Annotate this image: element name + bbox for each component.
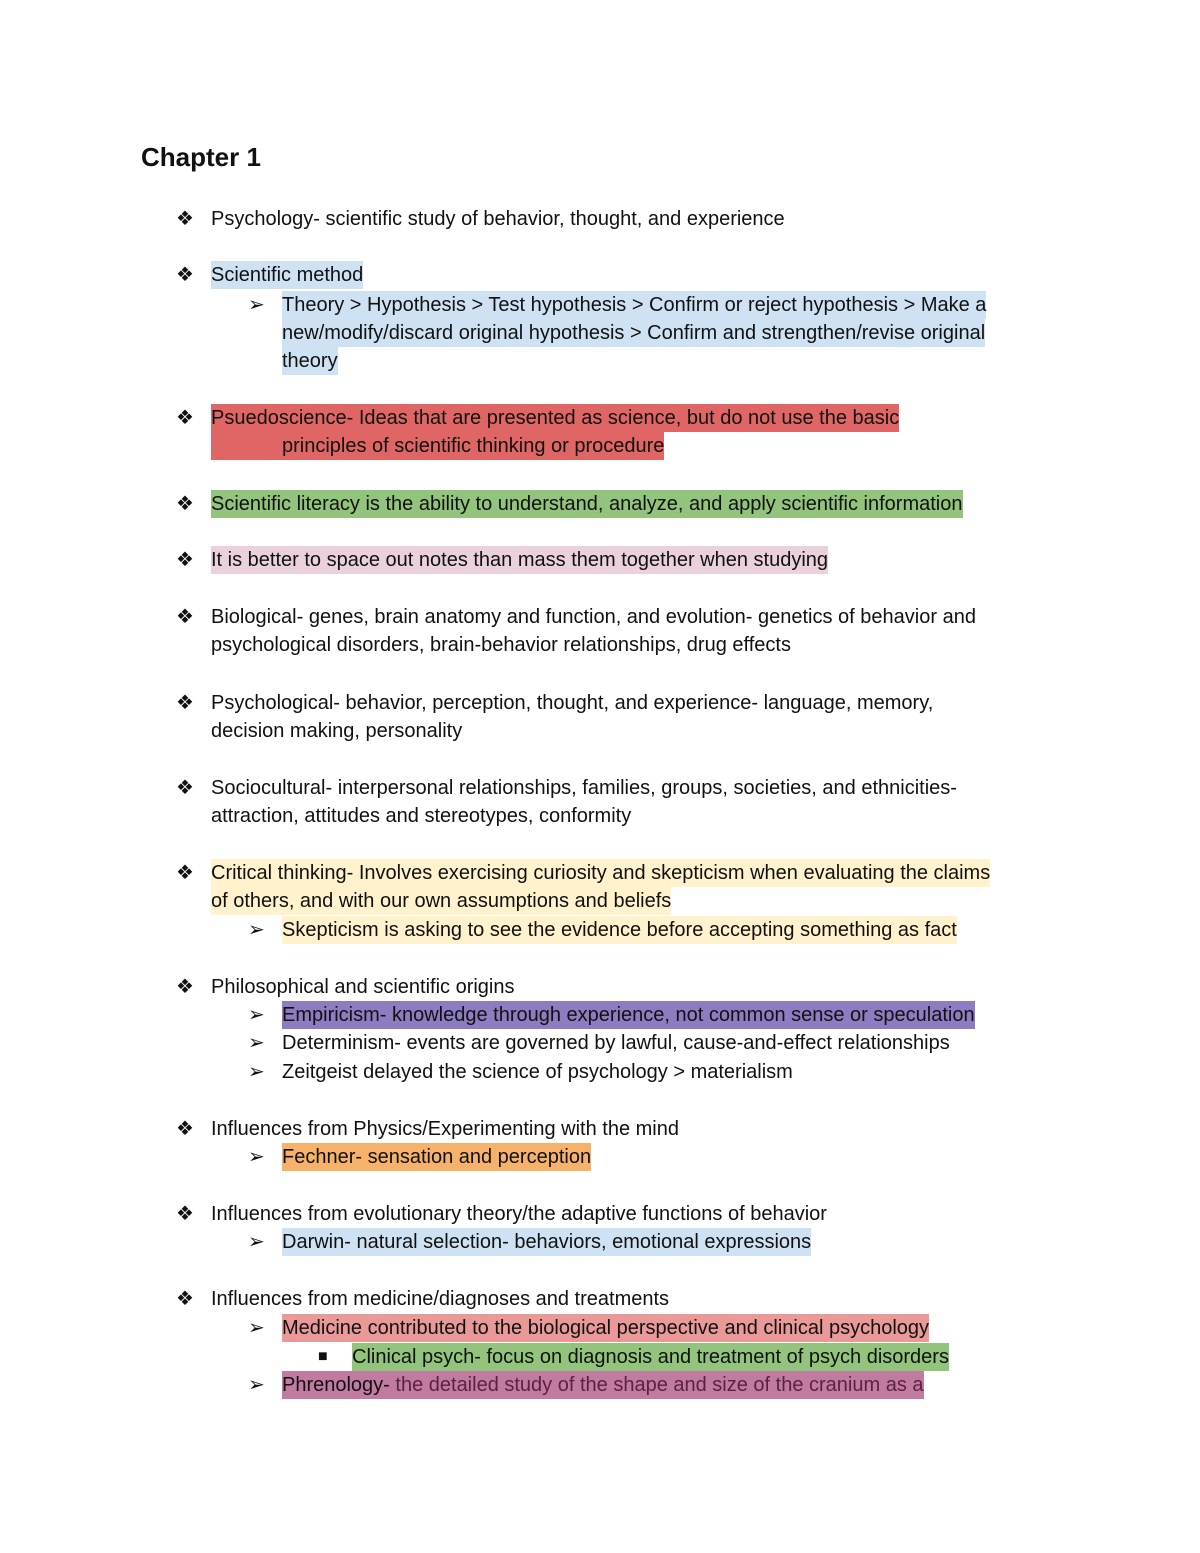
arrow-bullet-icon: ➢ <box>248 1374 265 1396</box>
arrow-bullet-icon: ➢ <box>248 1032 265 1054</box>
medicine-contribution: Medicine contributed to the biological perspective and clinical psychology <box>282 1314 929 1342</box>
clinical-psych-note: Clinical psych- focus on diagnosis and treatment of psych disorders <box>352 1343 949 1371</box>
arrow-bullet-icon: ➢ <box>248 1061 265 1083</box>
medicine-heading: Influences from medicine/diagnoses and treatments <box>211 1288 670 1310</box>
diamond-bullet-icon: ❖ <box>176 264 194 286</box>
evolutionary-heading: Influences from evolutionary theory/the adaptive functions of behavior <box>211 1203 827 1225</box>
darwin-note: Darwin- natural selection- behaviors, emotional expressions <box>282 1228 811 1256</box>
study-spacing-tip: It is better to space out notes than mass them together when studying <box>211 546 828 574</box>
scientific-method-steps-line-1: Theory > Hypothesis > Test hypothesis > Confirm or reject hypothesis > Make a <box>282 291 986 319</box>
diamond-bullet-icon: ❖ <box>176 976 194 998</box>
pseudoscience-line-2: principles of scientific thinking or procedure <box>282 432 664 460</box>
zeitgeist-note: Zeitgeist delayed the science of psychology > materialism <box>282 1061 793 1083</box>
physics-heading: Influences from Physics/Experimenting with the mind <box>211 1118 679 1140</box>
arrow-bullet-icon: ➢ <box>248 919 265 941</box>
phrenology-definition: the detailed study of the shape and size of the cranium as a <box>389 1374 924 1396</box>
fechner-note: Fechner- sensation and perception <box>282 1143 591 1171</box>
phrenology-line <box>282 1371 924 1399</box>
origins-heading: Philosophical and scientific origins <box>211 976 515 998</box>
diamond-bullet-icon: ❖ <box>176 407 194 429</box>
psychology-definition: Psychology- scientific study of behavior, thought, and experience <box>211 208 785 230</box>
scientific-method-steps-line-2: new/modify/discard original hypothesis > Confirm and strengthen/revise original <box>282 319 985 347</box>
sociocultural-line-2: attraction, attitudes and stereotypes, conformity <box>211 805 632 827</box>
biological-line-1: Biological- genes, brain anatomy and function, and evolution- genetics of behavior and <box>211 606 976 628</box>
diamond-bullet-icon: ❖ <box>176 777 194 799</box>
skepticism-definition: Skepticism is asking to see the evidence before accepting something as fact <box>282 916 957 944</box>
diamond-bullet-icon: ❖ <box>176 692 194 714</box>
psychological-line-1: Psychological- behavior, perception, thought, and experience- language, memory, <box>211 692 934 714</box>
diamond-bullet-icon: ❖ <box>176 549 194 571</box>
scientific-method-steps-line-3: theory <box>282 347 338 375</box>
highlight-indent <box>211 432 282 460</box>
square-bullet-icon: ■ <box>318 1348 328 1365</box>
arrow-bullet-icon: ➢ <box>248 294 265 316</box>
empiricism-definition: Empiricism- knowledge through experience, not common sense or speculation <box>282 1001 975 1029</box>
psychological-line-2: decision making, personality <box>211 720 463 742</box>
determinism-definition: Determinism- events are governed by lawful, cause-and-effect relationships <box>282 1032 950 1054</box>
pseudoscience-line-1: Psuedoscience- Ideas that are presented as science, but do not use the basic <box>211 404 899 432</box>
diamond-bullet-icon: ❖ <box>176 606 194 628</box>
diamond-bullet-icon: ❖ <box>176 493 194 515</box>
sociocultural-line-1: Sociocultural- interpersonal relationships, families, groups, societies, and ethnicities- <box>211 777 957 799</box>
scientific-method-heading: Scientific method <box>211 261 363 289</box>
diamond-bullet-icon: ❖ <box>176 1118 194 1140</box>
scientific-literacy: Scientific literacy is the ability to understand, analyze, and apply scientific information <box>211 490 963 518</box>
arrow-bullet-icon: ➢ <box>248 1004 265 1026</box>
diamond-bullet-icon: ❖ <box>176 1288 194 1310</box>
arrow-bullet-icon: ➢ <box>248 1317 265 1339</box>
arrow-bullet-icon: ➢ <box>248 1146 265 1168</box>
diamond-bullet-icon: ❖ <box>176 1203 194 1225</box>
critical-thinking-line-1: Critical thinking- Involves exercising curiosity and skepticism when evaluating the claims <box>211 859 990 887</box>
chapter-title: Chapter 1 <box>141 142 261 172</box>
biological-line-2: psychological disorders, brain-behavior relationships, drug effects <box>211 634 791 656</box>
critical-thinking-line-2: of others, and with our own assumptions and beliefs <box>211 887 671 915</box>
phrenology-term: Phrenology- <box>282 1374 390 1396</box>
diamond-bullet-icon: ❖ <box>176 862 194 884</box>
diamond-bullet-icon: ❖ <box>176 208 194 230</box>
arrow-bullet-icon: ➢ <box>248 1231 265 1253</box>
